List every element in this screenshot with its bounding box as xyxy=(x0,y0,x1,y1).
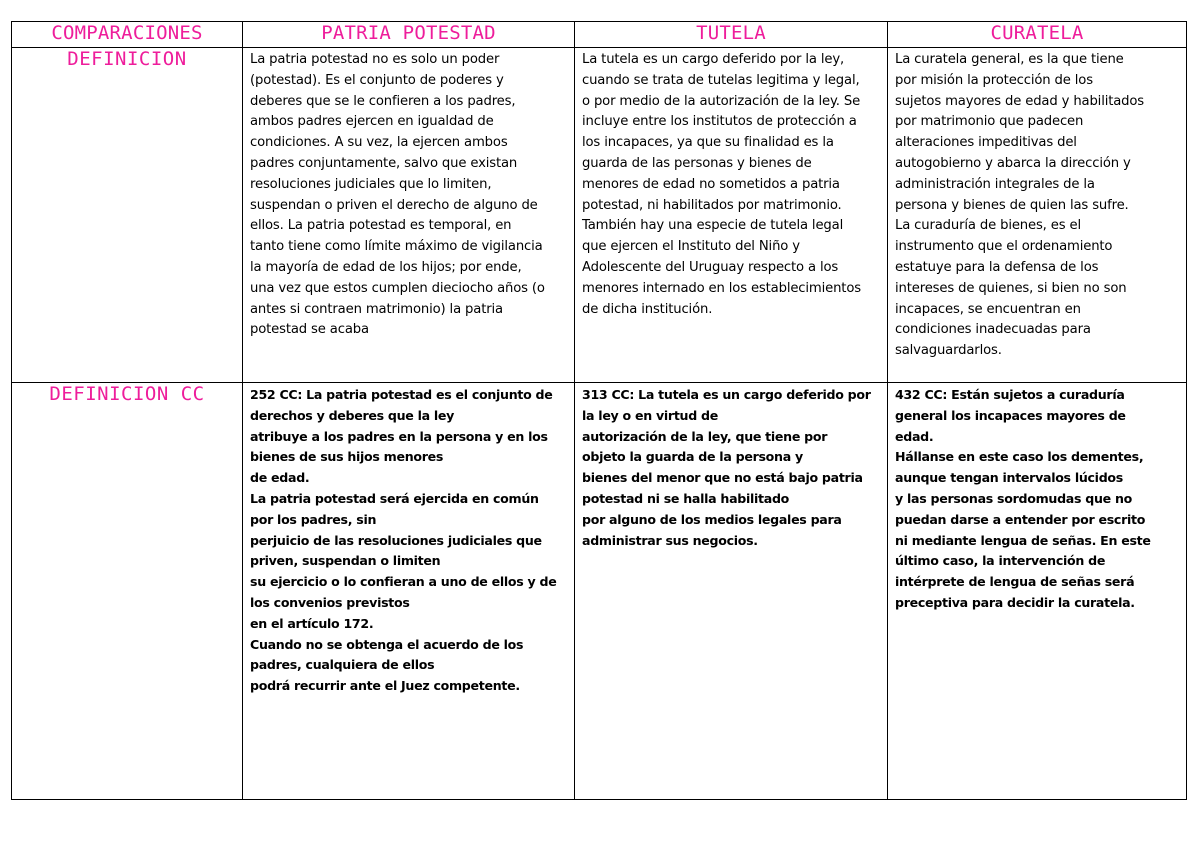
text-line: objeto la guarda de la persona y xyxy=(582,449,803,465)
row-definicion xyxy=(12,48,1187,383)
text-line: persona y bienes de quien las sufre. xyxy=(895,197,1129,213)
text-line: padres, cualquiera de ellos xyxy=(250,657,435,673)
cell-text xyxy=(575,48,887,320)
text-line: podrá recurrir ante el Juez competente. xyxy=(250,678,520,694)
text-line: último caso, la intervención de xyxy=(895,553,1106,569)
text-line: potestad ni se halla habilitado xyxy=(582,490,790,506)
text-line: intereses de quienes, si bien no son xyxy=(895,280,1127,296)
text-line: instrumento que el ordenamiento xyxy=(895,239,1113,255)
text-line: condiciones inadecuadas para xyxy=(895,322,1091,338)
cell-definicion-tutela xyxy=(575,48,888,383)
text-line: de dicha institución. xyxy=(582,301,713,317)
text-line: estatuye para la defensa de los xyxy=(895,259,1099,275)
header-comparaciones: COMPARACIONES xyxy=(12,22,243,48)
text-line: administración integrales de la xyxy=(895,176,1095,192)
text-line: La patria potestad no es solo un poder xyxy=(250,52,500,67)
text-line: por misión la protección de los xyxy=(895,72,1093,88)
comparison-table xyxy=(11,21,1187,800)
text-line: o por medio de la autorización de la ley. Se xyxy=(582,93,861,109)
text-line: 252 CC: La patria potestad es el conjunto de xyxy=(250,387,553,402)
text-line: que ejercen el Instituto del Niño y xyxy=(582,239,800,255)
row-definicion-cc xyxy=(12,383,1187,800)
text-line: La curaduría de bienes, es el xyxy=(895,218,1081,234)
text-line: resoluciones judiciales que lo limiten, xyxy=(250,176,492,192)
text-line: ambos padres ejercen en igualdad de xyxy=(250,114,494,130)
text-line: los incapaces, ya que su finalidad es la xyxy=(582,135,834,151)
text-line: autorización de la ley, que tiene por xyxy=(582,428,828,444)
text-line: general los incapaces mayores de xyxy=(895,407,1126,423)
text-line: priven, suspendan o limiten xyxy=(250,553,441,569)
text-line: menores de edad no sometidos a patria xyxy=(582,176,840,192)
text-line: por los padres, sin xyxy=(250,511,377,527)
text-line: por alguno de los medios legales para xyxy=(582,511,842,527)
header-curatela: CURATELA xyxy=(888,22,1187,48)
row-label-definicion: DEFINICION xyxy=(12,48,243,383)
text-line: la mayoría de edad de los hijos; por ende, xyxy=(250,259,522,275)
text-line: potestad se acaba xyxy=(250,322,369,338)
text-line: ellos. La patria potestad es temporal, en xyxy=(250,218,512,234)
cell-text xyxy=(243,383,574,697)
cell-definicion-cc-tutela xyxy=(575,383,888,800)
text-line: preceptiva para decidir la curatela. xyxy=(895,594,1135,610)
cell-definicion-cc-curatela xyxy=(888,383,1187,800)
cell-text xyxy=(575,383,887,551)
text-line: aunque tengan intervalos lúcidos xyxy=(895,470,1123,486)
text-line: bienes de sus hijos menores xyxy=(250,449,444,465)
text-line: por matrimonio que padecen xyxy=(895,114,1084,130)
cell-text xyxy=(888,48,1186,362)
cell-definicion-cc-patria-potestad xyxy=(243,383,575,800)
text-line: Hállanse en este caso los dementes, xyxy=(895,449,1144,465)
text-line: los convenios previstos xyxy=(250,594,410,610)
text-line: sujetos mayores de edad y habilitados xyxy=(895,93,1145,109)
text-line: perjuicio de las resoluciones judiciales que xyxy=(250,532,542,548)
text-line: puedan darse a entender por escrito xyxy=(895,511,1146,527)
header-tutela: TUTELA xyxy=(575,22,888,48)
text-line: potestad, ni habilitados por matrimonio. xyxy=(582,197,842,213)
text-line: padres conjuntamente, salvo que existan xyxy=(250,155,518,171)
text-line: su ejercicio o lo confieran a uno de ellos y de xyxy=(250,574,557,590)
text-line: suspendan o priven el derecho de alguno de xyxy=(250,197,538,213)
text-line: de edad. xyxy=(250,470,310,486)
text-line: cuando se trata de tutelas legitima y legal, xyxy=(582,72,860,88)
text-line: intérprete de lengua de señas será xyxy=(895,574,1135,590)
text-line: condiciones. A su vez, la ejercen ambos xyxy=(250,135,508,151)
text-line: Adolescente del Uruguay respecto a los xyxy=(582,259,839,275)
text-line: la ley o en virtud de xyxy=(582,407,718,423)
text-line: ni mediante lengua de señas. En este xyxy=(895,532,1151,548)
header-row xyxy=(12,22,1187,48)
text-line: administrar sus negocios. xyxy=(582,532,758,548)
text-line: salvaguardarlos. xyxy=(895,343,1002,359)
cell-text xyxy=(888,383,1186,614)
text-line: alteraciones impeditivas del xyxy=(895,135,1077,151)
cell-definicion-patria-potestad xyxy=(243,48,575,383)
text-line: 313 CC: La tutela es un cargo deferido por xyxy=(582,387,871,402)
text-line: incluye entre los institutos de protección a xyxy=(582,114,857,130)
text-line: en el artículo 172. xyxy=(250,615,374,631)
text-line: 432 CC: Están sujetos a curaduría xyxy=(895,387,1125,402)
text-line: autogobierno y abarca la dirección y xyxy=(895,155,1131,171)
text-line: incapaces, se encuentran en xyxy=(895,301,1081,317)
text-line: La curatela general, es la que tiene xyxy=(895,52,1124,67)
text-line: La tutela es un cargo deferido por la ley, xyxy=(582,52,845,67)
text-line: menores internado en los establecimientos xyxy=(582,280,861,296)
text-line: deberes que se le confieren a los padres, xyxy=(250,93,516,109)
text-line: tanto tiene como límite máximo de vigilancia xyxy=(250,239,543,255)
row-label-definicion-cc: DEFINICION CC xyxy=(12,383,243,800)
cell-text xyxy=(243,48,574,341)
text-line: antes si contraen matrimonio) la patria xyxy=(250,301,503,317)
cell-definicion-curatela xyxy=(888,48,1187,383)
text-line: guarda de las personas y bienes de xyxy=(582,155,812,171)
text-line: bienes del menor que no está bajo patria xyxy=(582,470,863,486)
text-line: Cuando no se obtenga el acuerdo de los xyxy=(250,636,524,652)
text-line: atribuye a los padres en la persona y en los xyxy=(250,428,548,444)
text-line: derechos y deberes que la ley xyxy=(250,407,455,423)
header-patria-potestad: PATRIA POTESTAD xyxy=(243,22,575,48)
text-line: También hay una especie de tutela legal xyxy=(582,218,844,234)
text-line: edad. xyxy=(895,428,934,444)
text-line: (potestad). Es el conjunto de poderes y xyxy=(250,72,504,88)
text-line: La patria potestad será ejercida en común xyxy=(250,490,539,506)
text-line: una vez que estos cumplen dieciocho años (o xyxy=(250,280,545,296)
text-line: y las personas sordomudas que no xyxy=(895,490,1132,506)
